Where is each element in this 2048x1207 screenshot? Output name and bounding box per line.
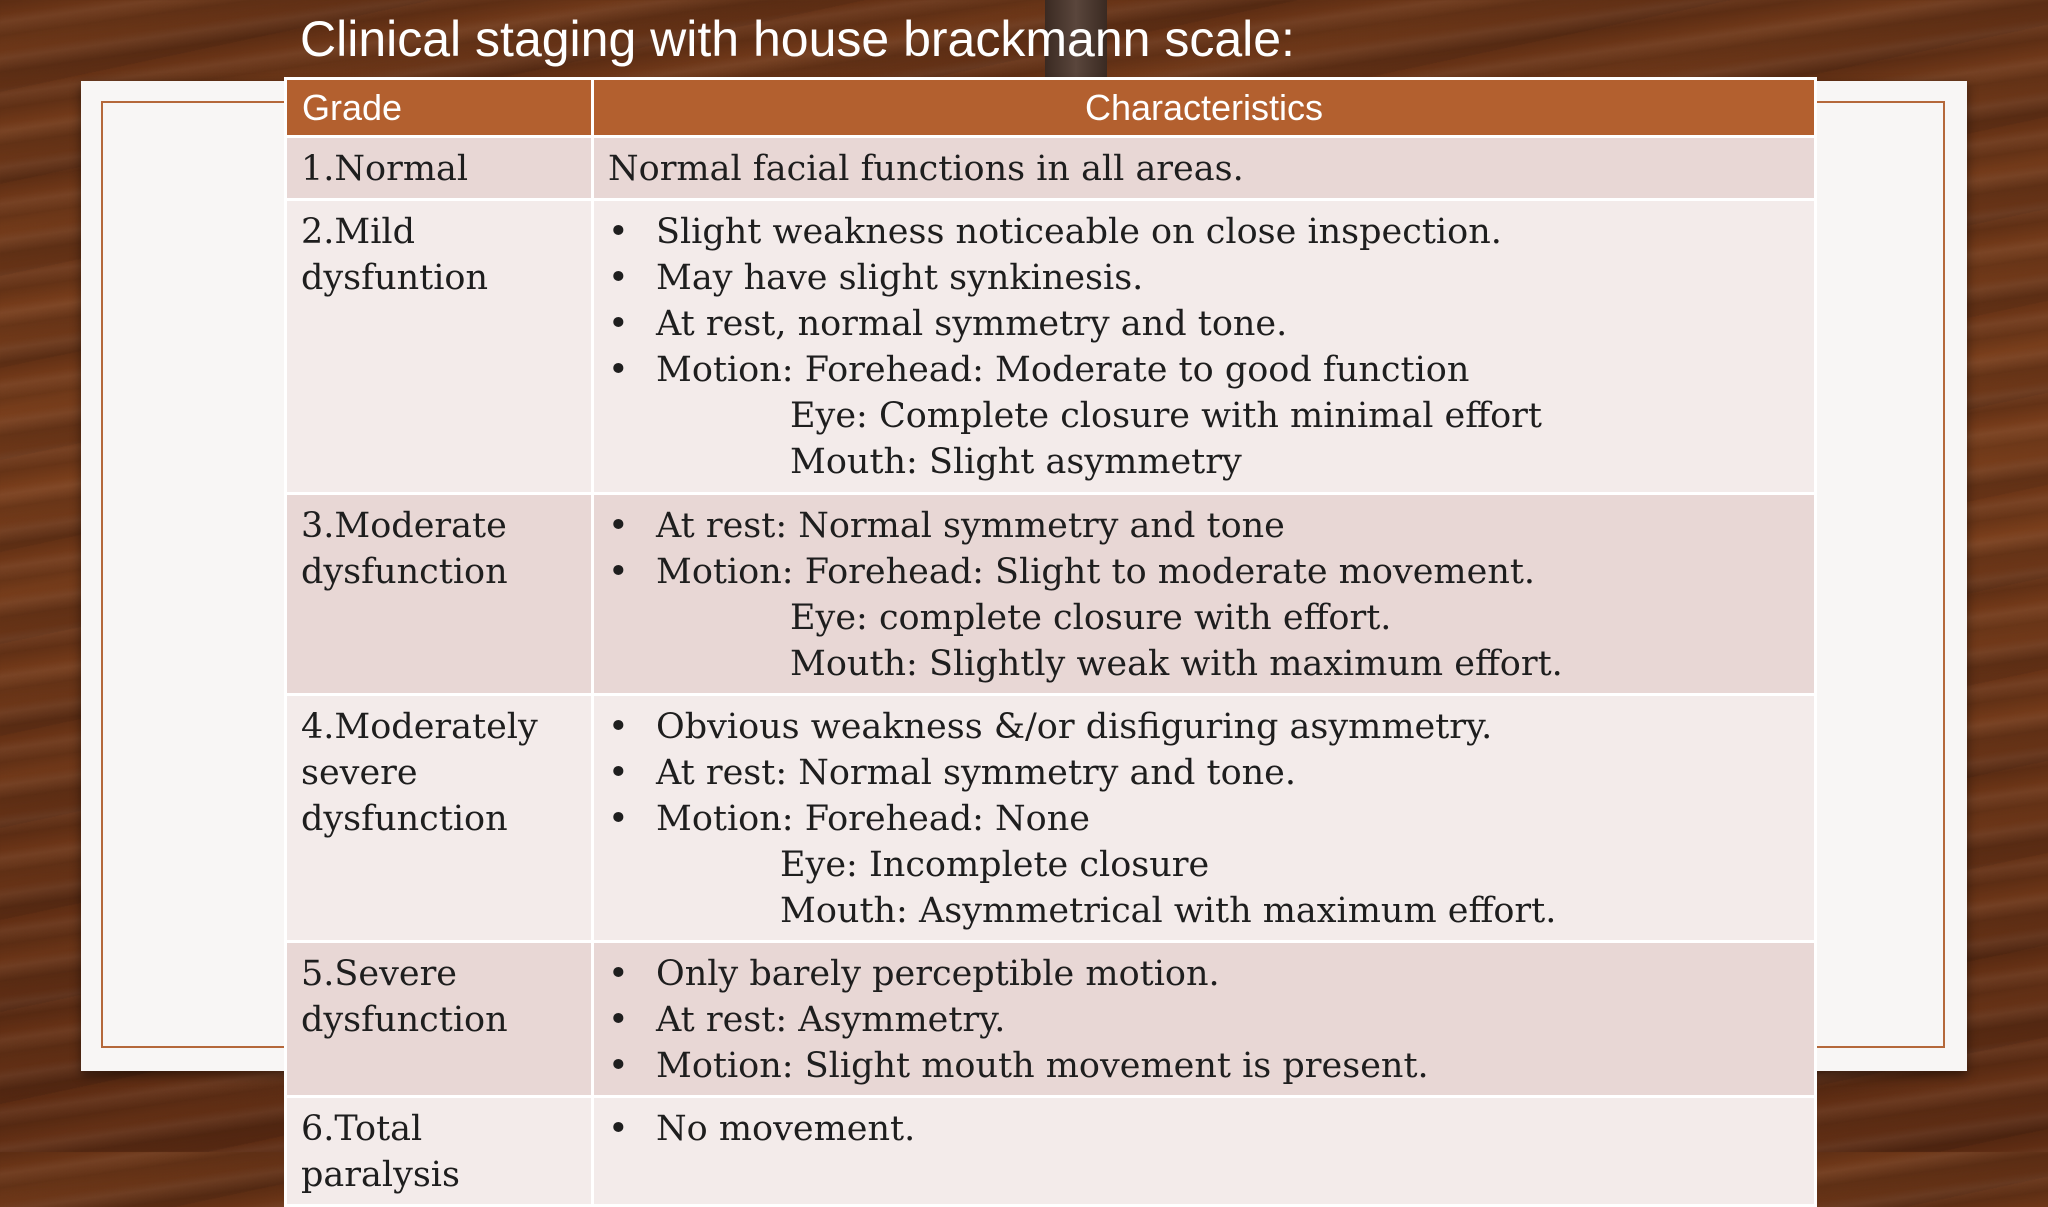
grade-cell: [286, 942, 593, 1097]
characteristic-list: [608, 503, 1800, 595]
header-grade: Grade: [286, 79, 593, 137]
characteristic-item: • Motion: Slight mouth movement is present.: [608, 1043, 1800, 1089]
grade-label: dysfunction: [301, 799, 508, 839]
characteristic-subline: Eye: Complete closure with minimal effort: [790, 396, 1542, 436]
grade-label: 4.Moderately: [301, 707, 538, 747]
characteristic-list: [608, 1106, 1800, 1152]
grading-table-container: [284, 77, 1814, 1195]
characteristic-subline: Eye: Incomplete closure: [780, 845, 1210, 885]
characteristic-item: • Obvious weakness &/or disfiguring asymmetry.: [608, 704, 1800, 750]
characteristic-list: [608, 209, 1800, 393]
grade-label: 6.Total paralysis: [301, 1109, 460, 1195]
characteristic-item: • May have slight synkinesis.: [608, 255, 1800, 301]
grade-label: dysfunction: [301, 1000, 508, 1040]
characteristic-text: Normal facial functions in all areas.: [608, 149, 1244, 189]
grade-label: 2.Mild: [301, 212, 416, 252]
table-row: [286, 200, 1816, 494]
characteristic-item: • Only barely perceptible motion.: [608, 951, 1800, 997]
characteristic-subline: Mouth: Slightly weak with maximum effort.: [790, 644, 1563, 684]
grade-cell: [286, 200, 593, 494]
characteristics-cell: [593, 494, 1816, 695]
characteristic-item: • Motion: Forehead: Slight to moderate movement.: [608, 549, 1800, 595]
characteristics-cell: [593, 200, 1816, 494]
characteristic-list: [608, 704, 1800, 842]
grade-label: 5.Severe: [301, 954, 458, 994]
slide-title: Clinical staging with house brackmann scale:: [300, 11, 1295, 67]
characteristic-item: • At rest: Asymmetry.: [608, 997, 1800, 1043]
grade-cell: [286, 1097, 593, 1206]
characteristic-item: • No movement.: [608, 1106, 1800, 1152]
characteristic-subline: Mouth: Asymmetrical with maximum effort.: [780, 891, 1557, 931]
house-brackmann-table: [284, 77, 1817, 1207]
characteristic-item: • At rest, normal symmetry and tone.: [608, 301, 1800, 347]
characteristics-cell: [593, 695, 1816, 942]
grade-cell: [286, 137, 593, 200]
characteristic-item: • Motion: Forehead: Moderate to good function: [608, 347, 1800, 393]
grade-label: dysfuntion: [301, 258, 489, 298]
table-row: [286, 137, 1816, 200]
header-characteristics: Characteristics: [593, 79, 1816, 137]
characteristics-cell: [593, 137, 1816, 200]
table-row: [286, 695, 1816, 942]
table-header-row: [286, 79, 1816, 137]
grade-cell: [286, 695, 593, 942]
characteristic-item: • At rest: Normal symmetry and tone.: [608, 750, 1800, 796]
characteristics-cell: [593, 942, 1816, 1097]
characteristic-list: [608, 951, 1800, 1089]
characteristic-subline: Mouth: Slight asymmetry: [790, 442, 1242, 482]
characteristic-item: • At rest: Normal symmetry and tone: [608, 503, 1800, 549]
characteristics-cell: [593, 1097, 1816, 1206]
grade-label: 3.Moderate: [301, 506, 507, 546]
grade-label: severe: [301, 753, 418, 793]
characteristic-item: • Motion: Forehead: None: [608, 796, 1800, 842]
table-row: [286, 1097, 1816, 1206]
characteristic-item: • Slight weakness noticeable on close inspection.: [608, 209, 1800, 255]
characteristic-subline: Eye: complete closure with effort.: [790, 598, 1392, 638]
grade-cell: [286, 494, 593, 695]
table-row: [286, 494, 1816, 695]
grade-label: dysfunction: [301, 552, 508, 592]
grade-label: 1.Normal: [301, 149, 469, 189]
table-row: [286, 942, 1816, 1097]
